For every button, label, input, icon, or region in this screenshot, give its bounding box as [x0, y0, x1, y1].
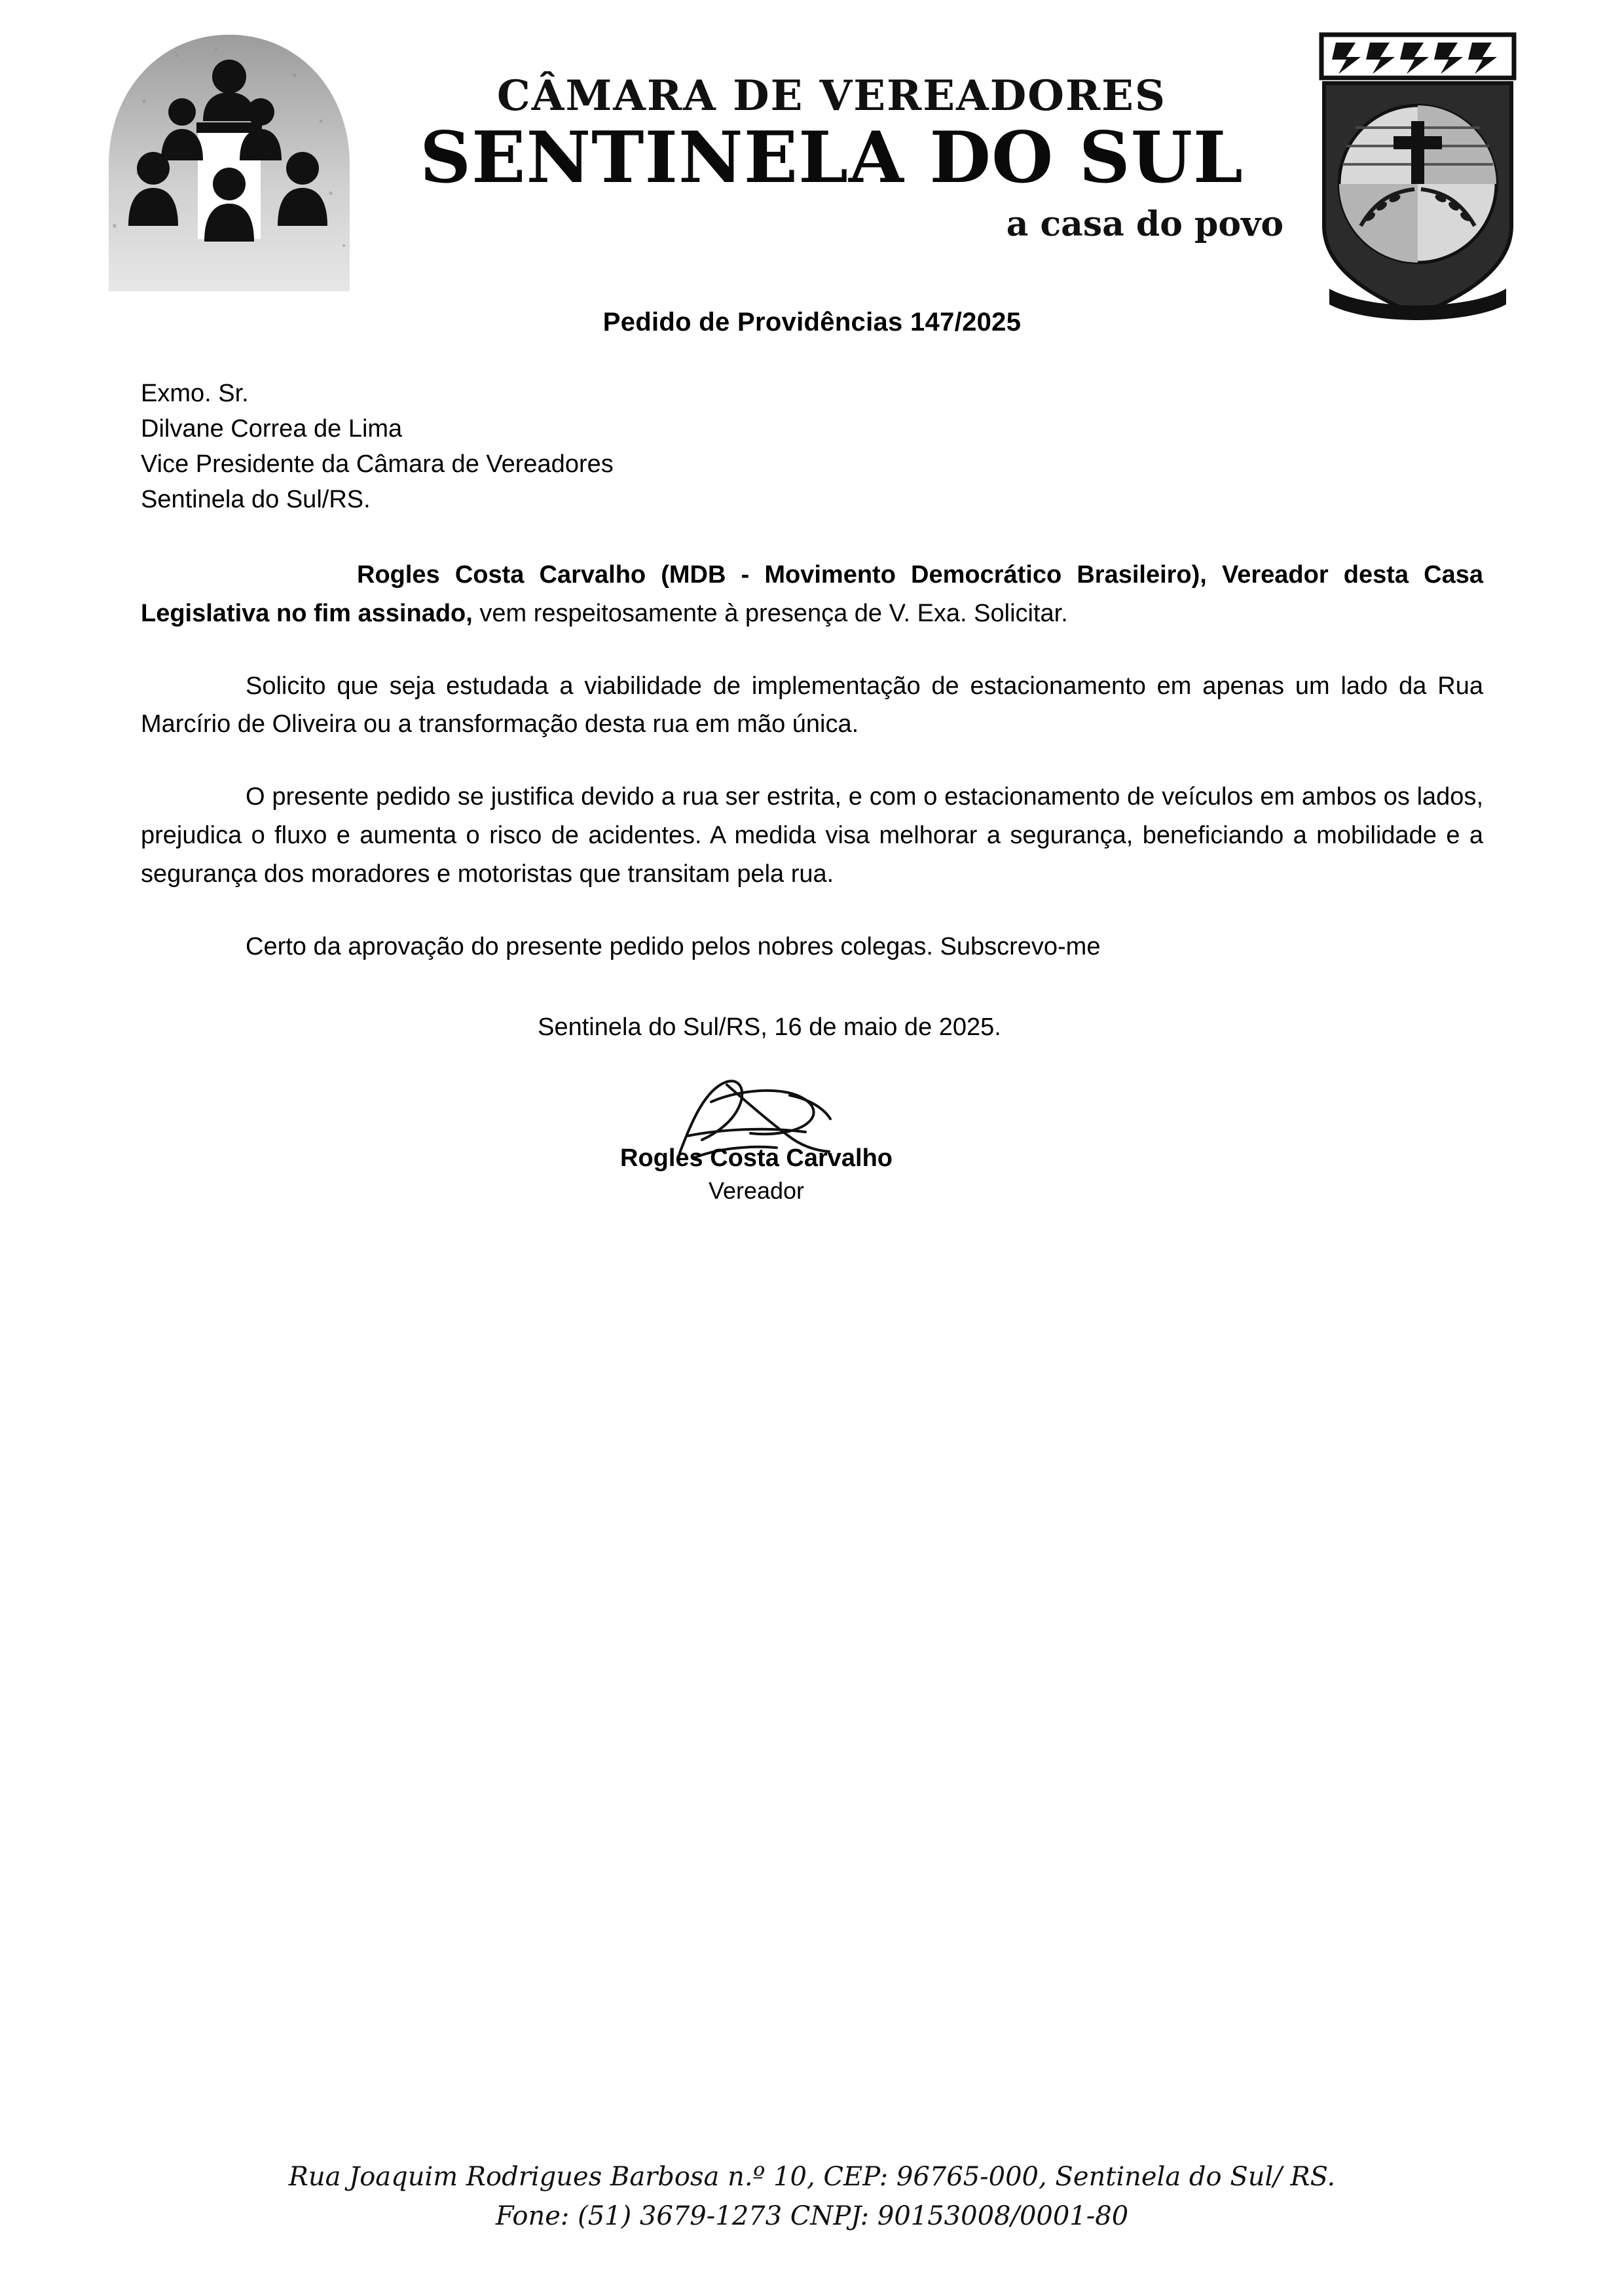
- addressee-line-3: Vice Presidente da Câmara de Vereadores: [141, 450, 614, 478]
- document-body: [0, 376, 1624, 1207]
- footer-contact: Fone: (51) 3679-1273 CNPJ: 90153008/0001-80: [495, 2201, 1129, 2231]
- signature-block: [141, 1073, 1483, 1207]
- addressee-block: [141, 376, 1483, 518]
- paragraph-1: Solicito que seja estudada a viabilidade de implementação de estacionamento em apenas um lado da Rua Marcírio de Oliveira ou a transformação desta rua em mão única.: [141, 672, 1483, 738]
- intro-rest-text: vem respeitosamente à presença de V. Exa. Solicitar.: [472, 599, 1068, 627]
- camara-people-logo-icon: [98, 29, 360, 304]
- letterhead-line1: CÂMARA DE VEREADORES: [496, 71, 1167, 120]
- addressee-line-4: Sentinela do Sul/RS.: [141, 485, 371, 513]
- page-title: Pedido de Providências 147/2025: [602, 308, 1022, 337]
- intro-paragraph: [141, 556, 1483, 633]
- letterhead-line2: SENTINELA DO SUL: [420, 117, 1244, 199]
- letterhead-slogan: a casa do povo: [1006, 204, 1283, 245]
- signature-name: Rogles Costa Carvalho: [620, 1144, 893, 1172]
- addressee-line-2: Dilvane Correa de Lima: [141, 414, 403, 443]
- footer: [0, 2157, 1624, 2236]
- addressee-line-1: Exmo. Sr.: [141, 380, 249, 407]
- signature-role: Vereador: [708, 1177, 805, 1205]
- place-and-date: Sentinela do Sul/RS, 16 de maio de 2025.: [538, 1013, 1001, 1041]
- letterhead-text: [354, 29, 1310, 244]
- closing-paragraph: Certo da aprovação do presente pedido pelos nobres colegas. Subscrevo-me: [246, 933, 1101, 961]
- brasao-sentinela-do-sul-icon: [1310, 29, 1526, 337]
- paragraph-2: O presente pedido se justifica devido a rua ser estrita, e com o estacionamento de veículos em ambos os lados, prejudica o fluxo e aumenta o risco de acidentes. A medida visa melhorar a segurança, beneficiando a mobilidade e a segurança dos moradores e motoristas que transitam pela rua.: [141, 783, 1483, 888]
- footer-address: Rua Joaquim Rodrigues Barbosa n.º 10, CEP: 96765-000, Sentinela do Sul/ RS.: [288, 2162, 1336, 2192]
- intro-bold-text: Rogles Costa Carvalho (MDB - Movimento Democrático Brasileiro), Vereador desta Casa Legislativa no fim assinado,: [141, 560, 1483, 627]
- letterhead: [0, 0, 1624, 327]
